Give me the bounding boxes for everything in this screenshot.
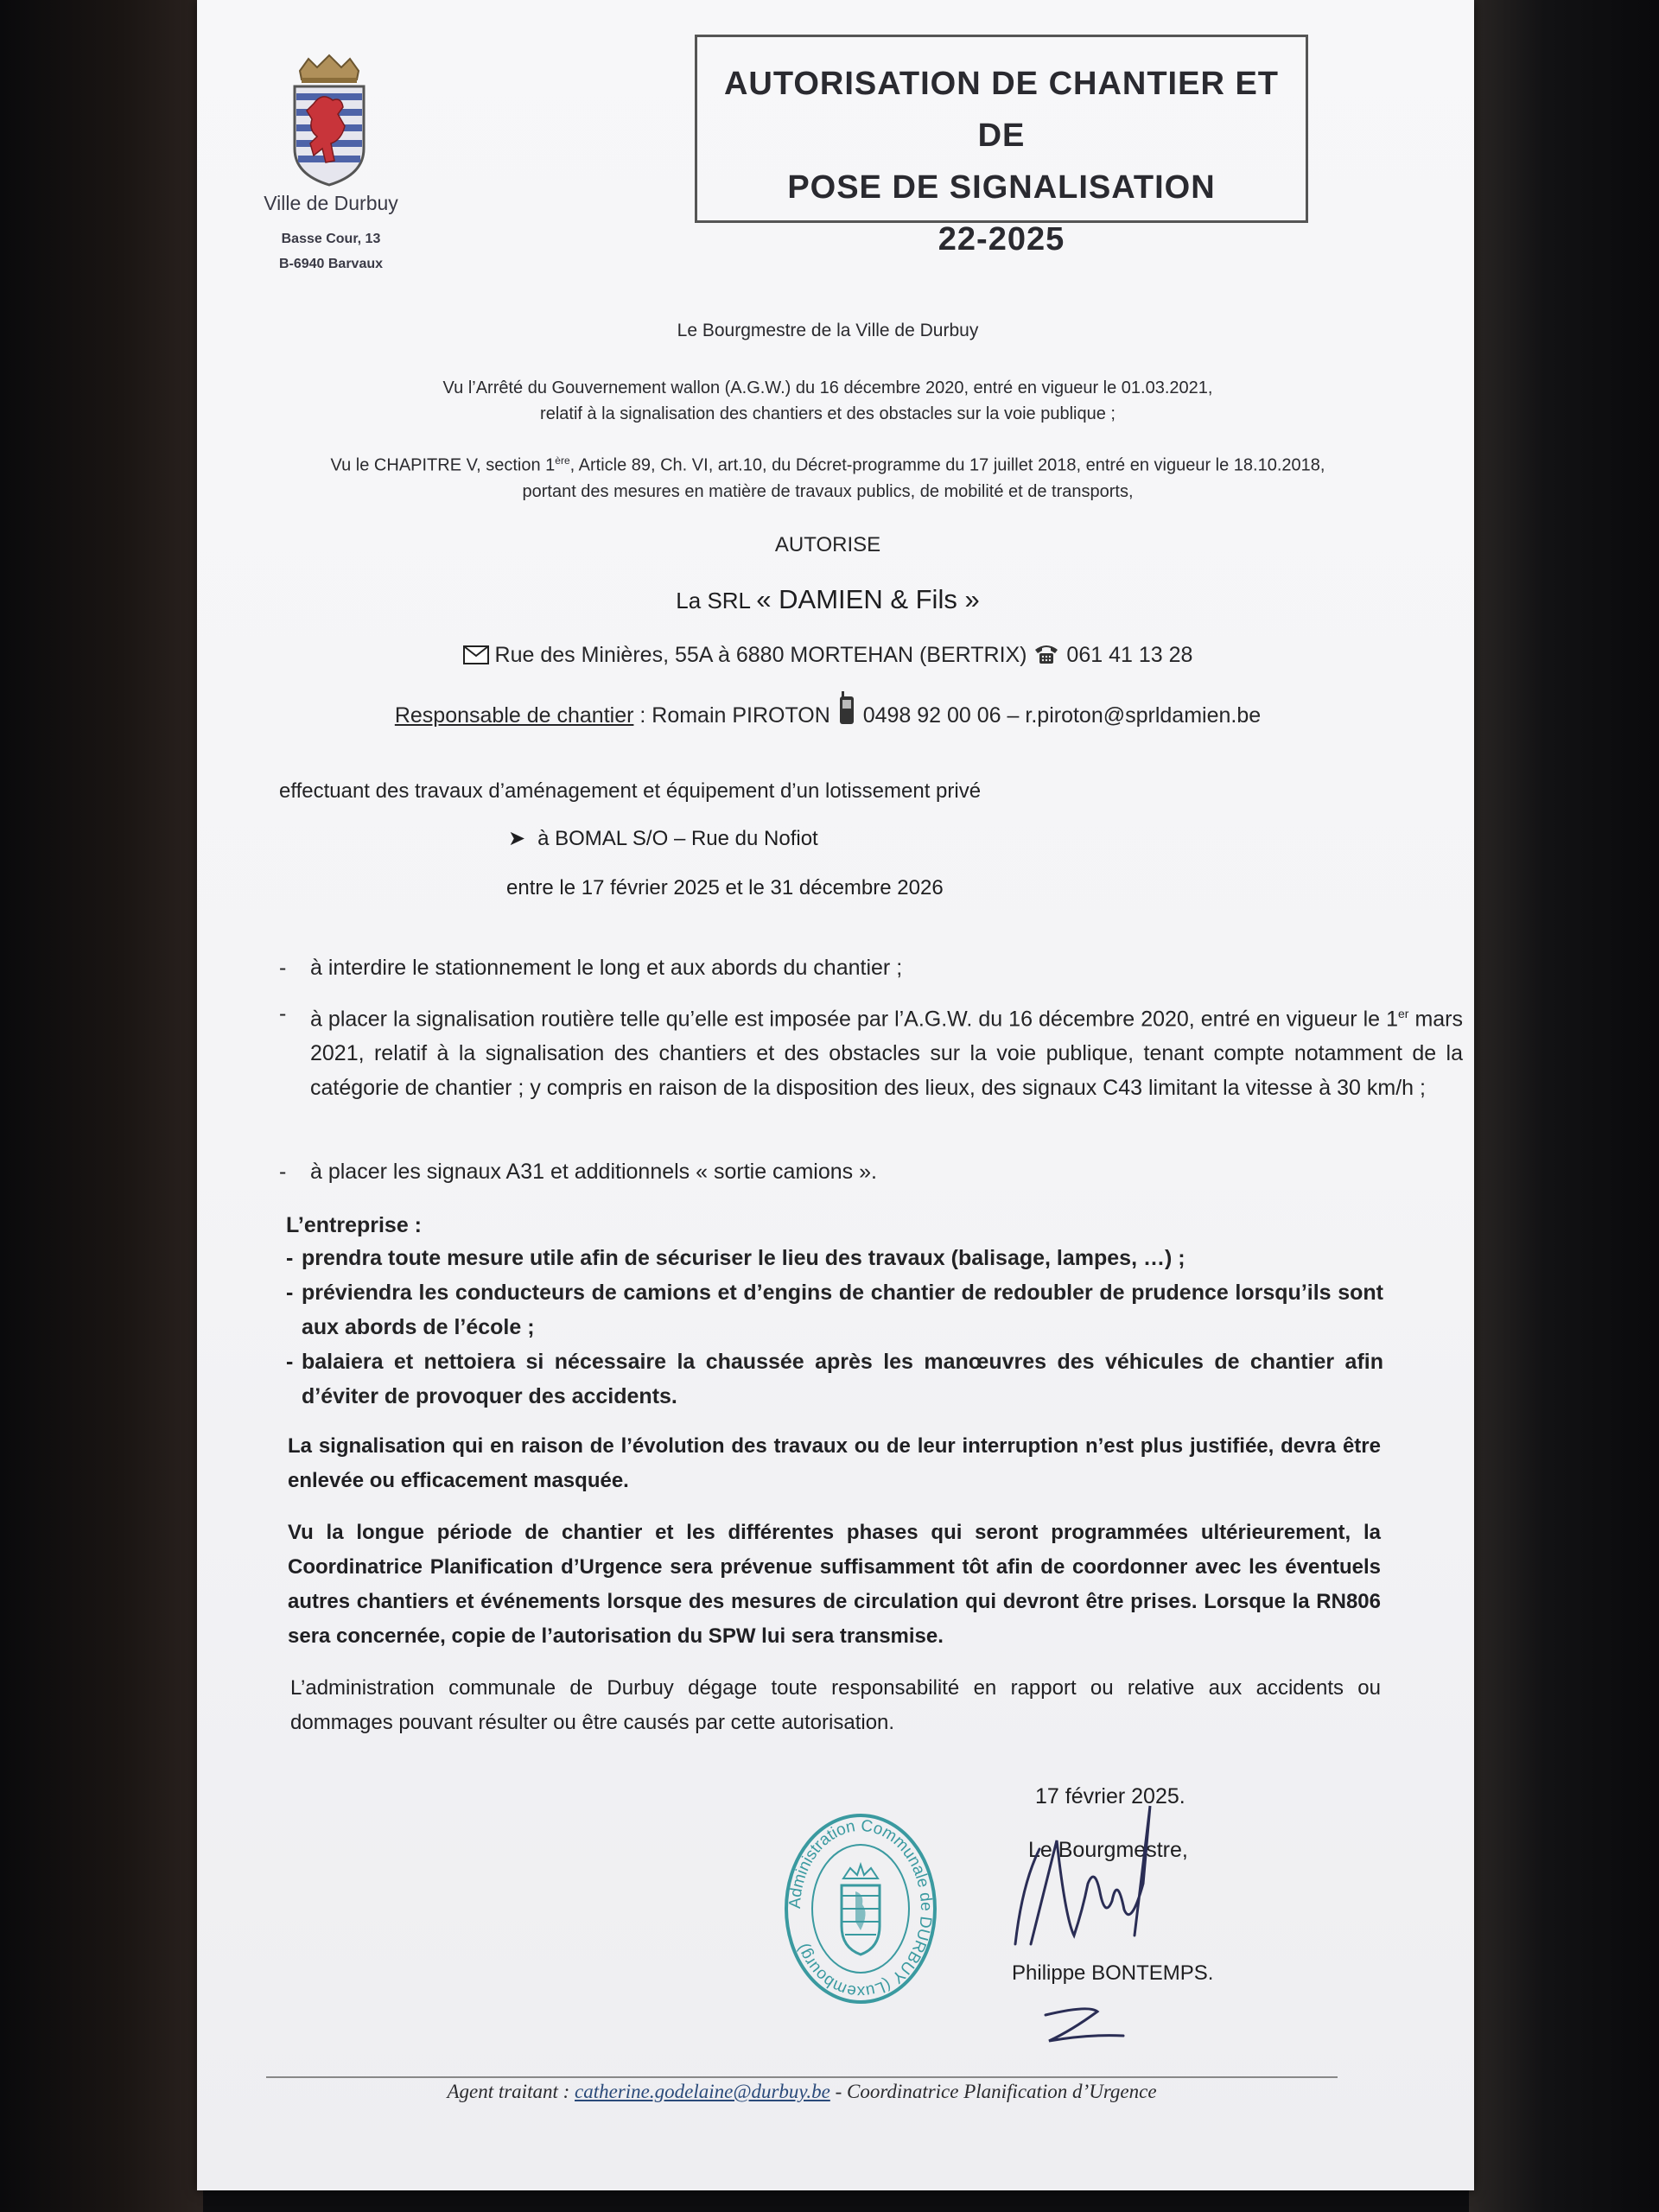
- measure-item: - à placer les signaux A31 et additionnels « sortie camions ».: [279, 1154, 1463, 1189]
- vu-decret-sup: ère: [555, 454, 570, 467]
- vu-agw: [283, 375, 1372, 427]
- company-name: « DAMIEN & Fils »: [756, 584, 980, 614]
- vu-decret: [283, 448, 1372, 505]
- authority-line: Le Bourgmestre de la Ville de Durbuy: [677, 321, 979, 340]
- paragraph-coordination: Vu la longue période de chantier et les différentes phases qui seront programmées ultérieurement, la Coordinatrice Planification d’Urgence sera prévenue suffisamment tôt afin de coordonner avec les éventuels autres chantiers et événements lorsque des mesures de circulation qui devront être prises. Lorsque la RN806 sera concernée, copie de l’autorisation du SPW lui sera transmise.: [288, 1521, 1381, 1648]
- measure-text-a: à placer la signalisation routière telle qu’elle est imposée par l’A.G.W. du 16 décembre 2020, entré en vigueur le 1: [310, 1007, 1398, 1032]
- arrow-bullet-icon: ➤: [508, 827, 526, 850]
- paragraph-signalisation: La signalisation qui en raison de l’évolution des travaux ou de leur interruption n’est plus justifiée, devra être enlevée ou efficacement masquée.: [288, 1434, 1381, 1492]
- works-location-text: à BOMAL S/O – Rue du Nofiot: [537, 827, 818, 850]
- telephone-icon: [1033, 641, 1060, 665]
- site-manager-row: [283, 691, 1372, 728]
- duty-item: - balaiera et nettoiera si nécessaire la chaussée après les manœuvres des véhicules de chantier afin d’éviter de provoquer des accidents.: [286, 1344, 1383, 1414]
- title-box: [695, 35, 1308, 257]
- measure-item: - à interdire le stationnement le long et aux abords du chantier ;: [279, 950, 1463, 985]
- footer: [266, 2081, 1338, 2103]
- background-right: [1469, 0, 1659, 2212]
- official-stamp: [781, 1809, 940, 2008]
- duty-text: balaiera et nettoiera si nécessaire la chaussée après les manœuvres des véhicules de chantier afin d’éviter de provoquer des accidents.: [302, 1350, 1383, 1408]
- duty-text: prendra toute mesure utile afin de sécuriser le lieu des travaux (balisage, lampes, …) ;: [302, 1246, 1185, 1270]
- title-line-2: POSE DE SIGNALISATION: [787, 169, 1216, 206]
- vu-decret-line-1: [283, 448, 1372, 479]
- address-line-1: Basse Cour, 13: [281, 232, 381, 246]
- signature-title: Le Bourgmestre,: [1028, 1838, 1188, 1862]
- works-location: [508, 826, 818, 851]
- site-manager-label: Responsable de chantier: [394, 703, 634, 728]
- autorise-heading: AUTORISE: [774, 533, 881, 556]
- signature-date: 17 février 2025.: [1035, 1784, 1185, 1808]
- footer-role: - Coordinatrice Planification d’Urgence: [830, 2081, 1157, 2102]
- city-name: Ville de Durbuy: [264, 192, 398, 214]
- vu-decret-line-2: portant des mesures en matière de travaux publics, de mobilité et de transports,: [522, 481, 1134, 501]
- site-manager-email: – r.piroton@sprldamien.be: [1007, 703, 1262, 728]
- mobile-phone-icon: [836, 691, 857, 726]
- vu-agw-line-2: relatif à la signalisation des chantiers et des obstacles sur la voie publique ;: [540, 404, 1116, 423]
- vu-decret-text-b: , Article 89, Ch. VI, art.10, du Décret-programme du 17 juillet 2018, entré en vigueur le 18.10.2018,: [569, 455, 1325, 475]
- footer-divider: [266, 2076, 1338, 2078]
- company-contact-row: [283, 641, 1372, 668]
- site-manager-mobile: 0498 92 00 06: [862, 703, 1001, 728]
- measure-text: à placer les signaux A31 et additionnels « sortie camions ».: [310, 1160, 877, 1184]
- works-period: entre le 17 février 2025 et le 31 décembre 2026: [506, 876, 944, 899]
- vu-agw-line-1: Vu l’Arrêté du Gouvernement wallon (A.G.W.) du 16 décembre 2020, entré en vigueur le 01.03.2021,: [442, 378, 1213, 397]
- site-manager-separator: :: [633, 703, 652, 728]
- durbuy-crest-logo: [288, 54, 371, 192]
- measure-text: [310, 996, 1463, 1105]
- measure-text-b: mars 2021, relatif à la signalisation des chantiers et des obstacles sur la voie publique, tenant compte notamment de la catégorie de chantier ; y compris en raison de la disposition des lieux, des signaux C43 limitant la vitesse à 30 km/h ;: [310, 1007, 1464, 1101]
- vu-decret-text-a: Vu le CHAPITRE V, section 1: [330, 455, 556, 475]
- measure-text-sup: er: [1397, 1007, 1409, 1020]
- duty-item: - préviendra les conducteurs de camions et d’engins de chantier de redoubler de prudence lorsqu’ils sont aux abords de l’école ;: [286, 1275, 1383, 1344]
- background-left: [0, 0, 203, 2212]
- signatory-name: Philippe BONTEMPS.: [1012, 1961, 1214, 1985]
- works-description: effectuant des travaux d’aménagement et équipement d’un lotissement privé: [279, 779, 982, 803]
- duty-text: préviendra les conducteurs de camions et d’engins de chantier de redoubler de prudence lorsqu’ils sont aux abords de l’école ;: [302, 1281, 1383, 1339]
- company-line: [283, 584, 1372, 615]
- footer-email-link[interactable]: catherine.godelaine@durbuy.be: [575, 2081, 830, 2102]
- measure-text: à interdire le stationnement le long et aux abords du chantier ;: [310, 956, 903, 980]
- initials-mark: [1037, 2005, 1132, 2048]
- city-address: [232, 226, 430, 276]
- authorization-number: 22-2025: [938, 221, 1065, 257]
- company-prefix: La SRL: [676, 588, 751, 613]
- company-phone: 061 41 13 28: [1066, 643, 1193, 667]
- document-page: [197, 0, 1474, 2190]
- handwritten-signature: [1005, 1780, 1160, 1953]
- title-line-1: AUTORISATION DE CHANTIER ET DE: [723, 66, 1280, 154]
- company-address: Rue des Minières, 55A à 6880 MORTEHAN (BERTRIX): [494, 643, 1027, 667]
- site-manager-name: Romain PIROTON: [652, 703, 830, 728]
- duty-item: - prendra toute mesure utile afin de sécuriser le lieu des travaux (balisage, lampes, …) ;: [286, 1241, 1383, 1275]
- paragraph-responsibility: L’administration communale de Durbuy dégage toute responsabilité en rapport ou relative aux accidents ou dommages pouvant résulter ou être causés par cette autorisation.: [290, 1676, 1381, 1734]
- stamp-text: Administration Communale de DURBUY (Luxembourg): [785, 1816, 936, 2001]
- envelope-icon: [463, 645, 489, 665]
- measure-item: - à placer la signalisation routière telle qu’elle est imposée par l’A.G.W. du 16 décembre 2020, entré en vigueur le 1er mars 2021, relatif à la signalisation des chantiers et des obstacles sur la voie publique, tenant compte notamment de la catégorie de chantier ; y compris en raison de la disposition des lieux, des signaux C43 limitant la vitesse à 30 km/h ;: [279, 996, 1463, 1105]
- duties-heading: L’entreprise :: [286, 1213, 422, 1237]
- footer-label: Agent traitant :: [447, 2081, 575, 2102]
- address-line-2: B-6940 Barvaux: [278, 257, 384, 271]
